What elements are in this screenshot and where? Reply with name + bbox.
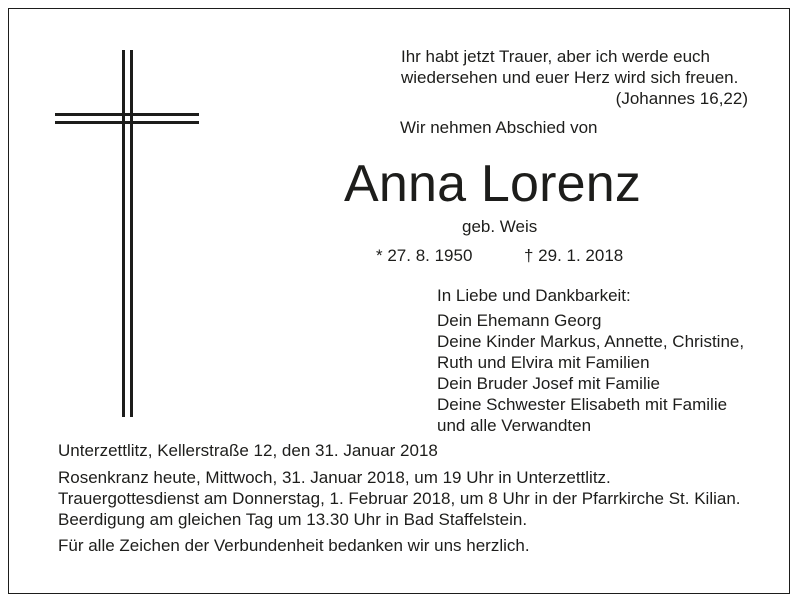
mourner-line: Deine Schwester Elisabeth mit Familie [437,395,728,414]
gratitude-line: In Liebe und Dankbarkeit: [437,286,631,305]
mourners-list [437,285,744,436]
verse-reference: (Johannes 16,22) [615,89,748,108]
verse-line: wiedersehen und euer Herz wird sich freuen. [401,68,739,87]
birth-date: * 27. 8. 1950 [376,246,473,265]
service-line: Rosenkranz heute, Mittwoch, 31. Januar 2018, um 19 Uhr in Unterzettlitz. [58,468,611,487]
cross-icon-vertical-left [122,50,125,417]
verse-line: Ihr habt jetzt Trauer, aber ich werde euch [401,47,711,66]
bible-verse [380,46,748,109]
service-schedule [58,467,741,530]
mourner-line: Ruth und Elvira mit Familien [437,353,650,372]
mourner-line: Deine Kinder Markus, Annette, Christine, [437,332,745,351]
mourner-line: und alle Verwandten [437,416,592,435]
death-date: † 29. 1. 2018 [524,246,624,265]
cross-icon-vertical-right [130,50,133,417]
farewell-intro: Wir nehmen Abschied von [400,118,598,137]
mourner-line: Dein Bruder Josef mit Familie [437,374,660,393]
service-line: Trauergottesdienst am Donnerstag, 1. Februar 2018, um 8 Uhr in der Pfarrkirche St. Kilian. [58,489,741,508]
thanks-note: Für alle Zeichen der Verbundenheit bedanken wir uns herzlich. [58,536,530,555]
service-line: Beerdigung am gleichen Tag um 13.30 Uhr in Bad Staffelstein. [58,510,528,529]
cross-icon-horizontal-top [55,113,199,116]
maiden-name: geb. Weis [462,217,538,236]
place-and-date: Unterzettlitz, Kellerstraße 12, den 31. Januar 2018 [58,441,438,460]
cross-icon-horizontal-bottom [55,121,199,124]
mourner-line: Dein Ehemann Georg [437,311,602,330]
deceased-name: Anna Lorenz [344,155,642,213]
